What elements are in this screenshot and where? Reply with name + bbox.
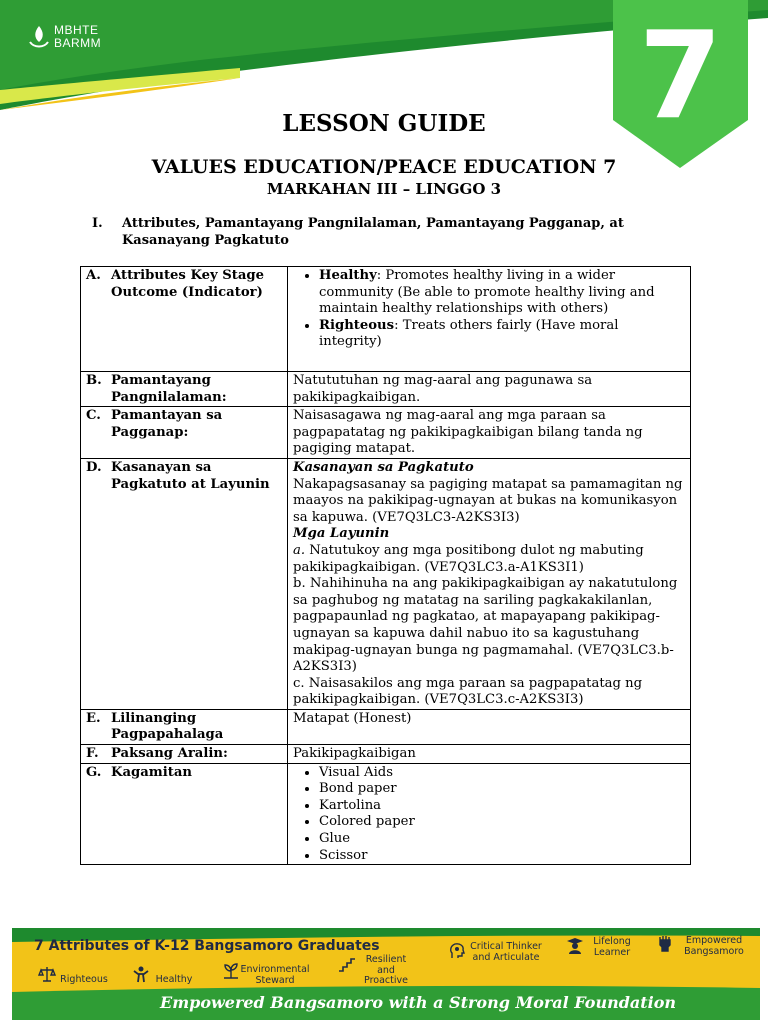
- list-item: • Glue: [319, 831, 685, 848]
- raised-fist-icon: [656, 934, 674, 952]
- quarter-week: MARKAHAN III – LINGGO 3: [266, 180, 502, 198]
- list-item: • Colored paper: [319, 814, 685, 831]
- section-title: Attributes, Pamantayang Pangnilalaman, Pamantayang Pagganap, at Kasanayang Pagkatuto: [122, 216, 624, 248]
- strong-person-icon: [132, 965, 150, 983]
- attr-environmental-steward: Environmental Steward: [240, 964, 310, 986]
- row-label: Attributes Key Stage Outcome (Indicator): [111, 268, 265, 300]
- scales-icon: [38, 965, 56, 983]
- lesson-table: [80, 266, 691, 865]
- attr-healthy: Healthy: [155, 974, 193, 985]
- competency-heading: Kasanayan sa Pagkatuto: [293, 459, 474, 475]
- list-item: • Bond paper: [319, 781, 685, 798]
- attr-empowered-bangsamoro: Empowered Bangsamoro: [684, 935, 744, 957]
- row-content: Pakikipagkaibigan: [288, 745, 691, 764]
- table-row: [81, 763, 691, 865]
- attr-righteous: Righteous: [60, 974, 108, 985]
- objective-a: a. Natutukoy ang mga positibong dulot ng mabuting pakikipagkaibigan. (VE7Q3LC3.a-A1KS3I1): [293, 542, 644, 575]
- graduate-icon: [566, 936, 584, 954]
- row-content: [288, 458, 691, 709]
- table-row: [81, 709, 691, 744]
- row-content: Naisasagawa ng mag-aaral ang mga paraan sa pagpapatatag ng pakikipagkaibigan bilang tanda ng pagiging matapat.: [288, 407, 691, 459]
- grade-number: 7: [638, 7, 723, 146]
- row-label: Paksang Aralin:: [111, 746, 228, 762]
- list-item: • Kartolina: [319, 798, 685, 815]
- objective-b: b. Nahihinuha na ang pakikipagkaibigan ay nakatutulong sa paghubog ng matatag na sariling pagkakakilanlan, pagpapaunlad ng pagkatao, at mapayapang pakikipag-ugnayan sa kapuwa dahil nabuo ito sa kagustuhang makipag-ugnayan bunga ng pagmamahal. (VE7Q3LC3.b-A2KS3I3): [293, 576, 678, 675]
- subject-title: VALUES EDUCATION/PEACE EDUCATION 7: [151, 156, 617, 178]
- row-letter: E.: [86, 710, 101, 726]
- table-row: [81, 745, 691, 764]
- list-item: • Visual Aids: [319, 765, 685, 782]
- list-item: • Righteous: Treats others fairly (Have moral integrity): [319, 318, 685, 351]
- logo-emblem-icon: [28, 24, 50, 50]
- stairs-icon: [338, 955, 356, 973]
- footer-title: 7 Attributes of K-12 Bangsamoro Graduates: [34, 938, 380, 954]
- row-letter: A.: [86, 268, 101, 283]
- logo-line2: BARMM: [54, 36, 102, 50]
- row-letter: D.: [86, 459, 102, 475]
- attr-resilient: Resilient and Proactive: [364, 954, 408, 986]
- competency-text: Nakapagsasanay sa pagiging matapat sa pamamagitan ng maayos na pakikipag-ugnayan at bukas na komunikasyon sa kapuwa. (VE7Q3LC3-A2KS3I3): [293, 476, 683, 525]
- plant-hand-icon: [222, 962, 240, 980]
- row-content: [288, 267, 691, 372]
- row-label: Pamantayang Pangnilalaman:: [111, 373, 227, 405]
- attr-lifelong-learner: Lifelong Learner: [593, 936, 631, 958]
- list-item: • Healthy: Promotes healthy living in a wider community (Be able to promote healthy living and maintain healthy relationships with others): [319, 268, 685, 318]
- table-row: [81, 458, 691, 709]
- row-letter: G.: [86, 764, 102, 780]
- objective-c: c. Naisasakilos ang mga paraan sa pagpapatatag ng pakikipagkaibigan. (VE7Q3LC3.c-A2KS3I3): [293, 675, 643, 708]
- row-content: Natututuhan ng mag-aaral ang pagunawa sa pakikipagkaibigan.: [288, 372, 691, 407]
- list-item: • Scissor: [319, 848, 685, 865]
- brain-head-icon: [448, 942, 466, 960]
- row-content: [288, 763, 691, 865]
- row-letter: C.: [86, 408, 101, 424]
- section-heading: [92, 215, 692, 249]
- row-letter: B.: [86, 373, 102, 388]
- row-content: Matapat (Honest): [288, 709, 691, 744]
- row-label: Kasanayan sa Pagkatuto at Layunin: [111, 459, 270, 492]
- section-number: I.: [92, 216, 103, 231]
- table-row: [81, 407, 691, 459]
- row-label: Pamantayan sa Pagganap:: [111, 408, 223, 440]
- row-letter: F.: [86, 746, 99, 762]
- row-label: Kagamitan: [111, 764, 192, 780]
- page-title: LESSON GUIDE: [282, 110, 486, 137]
- mbhte-logo: [28, 24, 101, 50]
- footer-motto: Empowered Bangsamoro with a Strong Moral Foundation: [160, 993, 677, 1012]
- table-row: [81, 267, 691, 372]
- objectives-heading: Mga Layunin: [293, 526, 390, 542]
- row-label: Lilinanging Pagpapahalaga: [111, 710, 224, 743]
- attr-critical-thinker: Critical Thinker and Articulate: [470, 941, 542, 963]
- logo-line1: MBHTE: [54, 23, 99, 37]
- table-row: [81, 372, 691, 407]
